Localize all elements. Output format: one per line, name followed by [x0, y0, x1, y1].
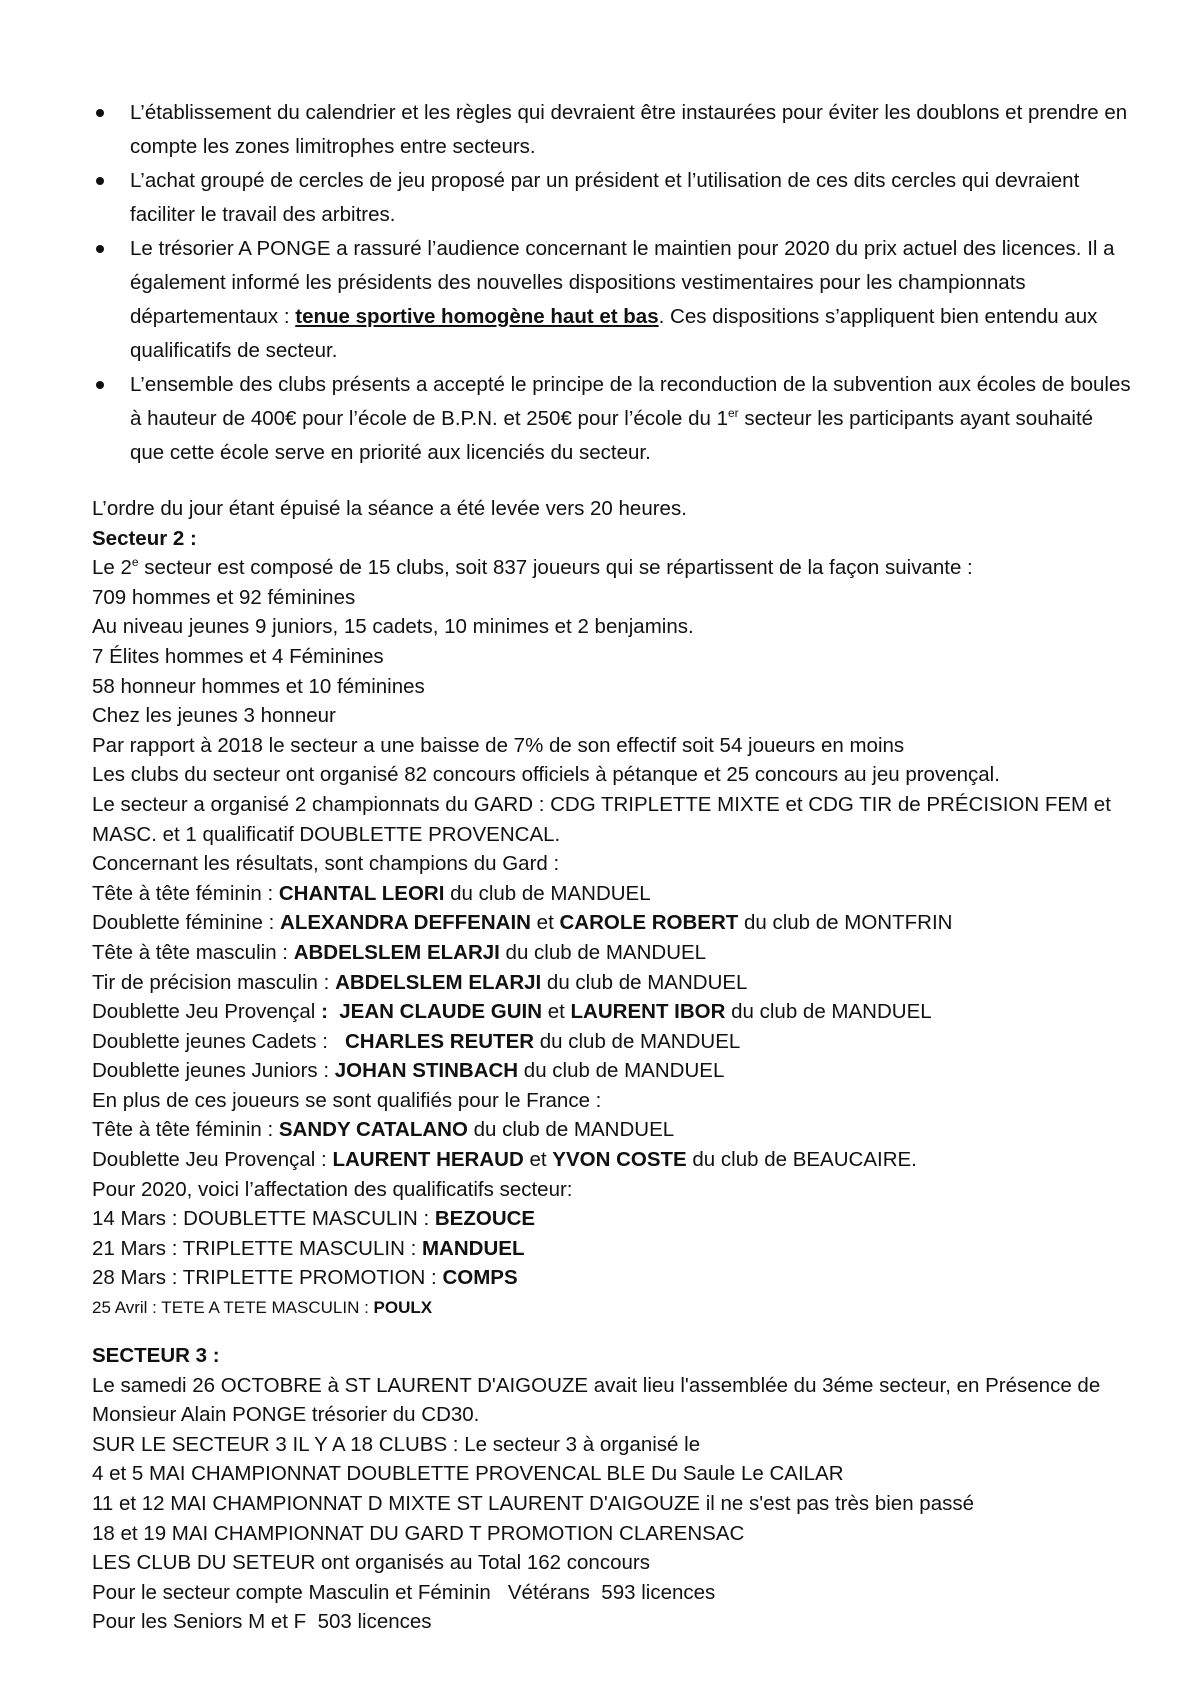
result-line: Doublette jeunes Juniors : JOHAN STINBACH du club de MANDUEL [92, 1059, 725, 1083]
text-line: 7 Élites hommes et 4 Féminines [92, 644, 384, 668]
superscript: e [131, 555, 139, 570]
text-line: Pour les Seniors M et F 503 licences [92, 1610, 432, 1634]
text-line: Les clubs du secteur ont organisé 82 concours officiels à pétanque et 25 concours au jeu provençal. [92, 763, 1000, 787]
text-line: Pour 2020, voici l’affectation des qualificatifs secteur: [92, 1177, 573, 1201]
secteur-2-section [92, 494, 1132, 1323]
text-line: Le samedi 26 OCTOBRE à ST LAURENT D'AIGOUZE avait lieu l'assemblée du 3éme secteur, en Présence de Monsieur Alain PONGE trésorier du CD30. [92, 1373, 1101, 1427]
section-heading: SECTEUR 3 : [92, 1344, 220, 1367]
bullet-text: L’établissement du calendrier et les règles qui devraient être instaurées pour éviter les doublons et prendre en compte les zones limitrophes entre secteurs. [130, 101, 1128, 158]
closing-line: L’ordre du jour étant épuisé la séance a été levée vers 20 heures. [92, 497, 687, 520]
superscript: er [727, 406, 739, 420]
result-line: Tir de précision masculin : ABDELSLEM ELARJI du club de MANDUEL [92, 970, 748, 994]
result-line: Doublette Jeu Provençal : JEAN CLAUDE GUIN et LAURENT IBOR du club de MANDUEL [92, 1000, 932, 1024]
text-line: 709 hommes et 92 féminines [92, 585, 356, 609]
venue-name: POULX [373, 1298, 433, 1318]
bullet-item [92, 96, 1132, 164]
intro-line: Le 2e secteur est composé de 15 clubs, soit 837 joueurs qui se répartissent de la façon suivante : [92, 555, 973, 580]
text-line: 18 et 19 MAI CHAMPIONNAT DU GARD T PROMOTION CLARENSAC [92, 1521, 745, 1545]
player-name: SANDY CATALANO [278, 1118, 468, 1142]
player-name: YVON COSTE [552, 1148, 687, 1172]
bullet-list [92, 96, 1132, 470]
text-line: 58 honneur hommes et 10 féminines [92, 674, 425, 698]
result-line: Tête à tête féminin : CHANTAL LEORI du club de MANDUEL [92, 881, 651, 905]
assignment-line: 21 Mars : TRIPLETTE MASCULIN : MANDUEL [92, 1236, 525, 1260]
result-line: Tête à tête masculin : ABDELSLEM ELARJI du club de MANDUEL [92, 940, 707, 964]
assignment-line: 25 Avril : TETE A TETE MASCULIN : POULX [92, 1298, 433, 1318]
player-name: JEAN CLAUDE GUIN [327, 1000, 543, 1024]
text-line: Le secteur a organisé 2 championnats du GARD : CDG TRIPLETTE MIXTE et CDG TIR de PRÉCISION FEM et MASC. et 1 qualificatif DOUBLETTE PROVENCAL. [92, 792, 1111, 846]
venue-name: MANDUEL [421, 1236, 525, 1260]
player-name: ABDELSLEM ELARJI [335, 970, 542, 994]
bullet-text: secteur les participants ayant souhaité que cette école serve en priorité aux licenciés du secteur. [130, 407, 1094, 464]
player-name: CHANTAL LEORI [278, 881, 445, 905]
bullet-text: L’achat groupé de cercles de jeu proposé par un président et l’utilisation de ces dits cercles qui devraient faciliter le travail des arbitres. [130, 169, 1080, 226]
qualified-line: Doublette Jeu Provençal : LAURENT HERAUD et YVON COSTE du club de BEAUCAIRE. [92, 1148, 917, 1172]
text-line: 11 et 12 MAI CHAMPIONNAT D MIXTE ST LAURENT D'AIGOUZE il ne s'est pas très bien passé [92, 1491, 975, 1515]
qualified-line: Tête à tête féminin : SANDY CATALANO du club de MANDUEL [92, 1118, 675, 1142]
bullet-text: . Ces dispositions s’appliquent bien entendu aux qualificatifs de secteur. [130, 305, 1098, 362]
player-name: JOHAN STINBACH [334, 1059, 519, 1083]
venue-name: COMPS [442, 1266, 518, 1290]
player-name: CHARLES REUTER [339, 1029, 535, 1053]
text-line: LES CLUB DU SETEUR ont organisés au Total 162 concours [92, 1551, 650, 1575]
player-name: ABDELSLEM ELARJI [293, 940, 500, 964]
bullet-item [92, 164, 1132, 232]
secteur-3-section [92, 1341, 1132, 1637]
player-name: CAROLE ROBERT [559, 911, 739, 935]
text-line: SUR LE SECTEUR 3 IL Y A 18 CLUBS : Le secteur 3 à organisé le [92, 1432, 701, 1456]
text-line: Par rapport à 2018 le secteur a une baisse de 7% de son effectif soit 54 joueurs en moins [92, 733, 905, 757]
player-name: LAURENT HERAUD [332, 1148, 524, 1172]
player-name: LAURENT IBOR [570, 1000, 726, 1024]
venue-name: BEZOUCE [434, 1207, 536, 1231]
text-line: Concernant les résultats, sont champions du Gard : [92, 852, 560, 876]
text-line: Au niveau jeunes 9 juniors, 15 cadets, 10 minimes et 2 benjamins. [92, 615, 694, 639]
underlined-emphasis: tenue sportive homogène haut et bas [295, 305, 659, 328]
text-line: Chez les jeunes 3 honneur [92, 704, 336, 728]
result-line: Doublette féminine : ALEXANDRA DEFFENAIN et CAROLE ROBERT du club de MONTFRIN [92, 911, 953, 935]
bullet-item [92, 368, 1132, 470]
text-line: 4 et 5 MAI CHAMPIONNAT DOUBLETTE PROVENCAL BLE Du Saule Le CAILAR [92, 1462, 844, 1486]
bullet-text: Le trésorier A PONGE a rassuré l’audience concernant le maintien pour 2020 du prix actuel des licences. Il a également informé les présidents des nouvelles dispositions vestimentaires pour les championnats départementaux : [130, 237, 1115, 328]
bullet-item [92, 232, 1132, 368]
player-name: ALEXANDRA DEFFENAIN [280, 911, 531, 935]
text-line: Pour le secteur compte Masculin et Féminin Vétérans 593 licences [92, 1580, 716, 1604]
bullet-text: L’ensemble des clubs présents a accepté le principe de la reconduction de la subvention aux écoles de boules à hauteur de 400€ pour l’école de B.P.N. et 250€ pour l’école du 1 [130, 373, 1131, 430]
assignment-line: 14 Mars : DOUBLETTE MASCULIN : BEZOUCE [92, 1207, 536, 1231]
result-line: Doublette jeunes Cadets : CHARLES REUTER du club de MANDUEL [92, 1029, 741, 1053]
section-heading: Secteur 2 : [92, 526, 197, 550]
assignment-line: 28 Mars : TRIPLETTE PROMOTION : COMPS [92, 1266, 518, 1290]
text-line: En plus de ces joueurs se sont qualifiés pour le France : [92, 1088, 602, 1112]
